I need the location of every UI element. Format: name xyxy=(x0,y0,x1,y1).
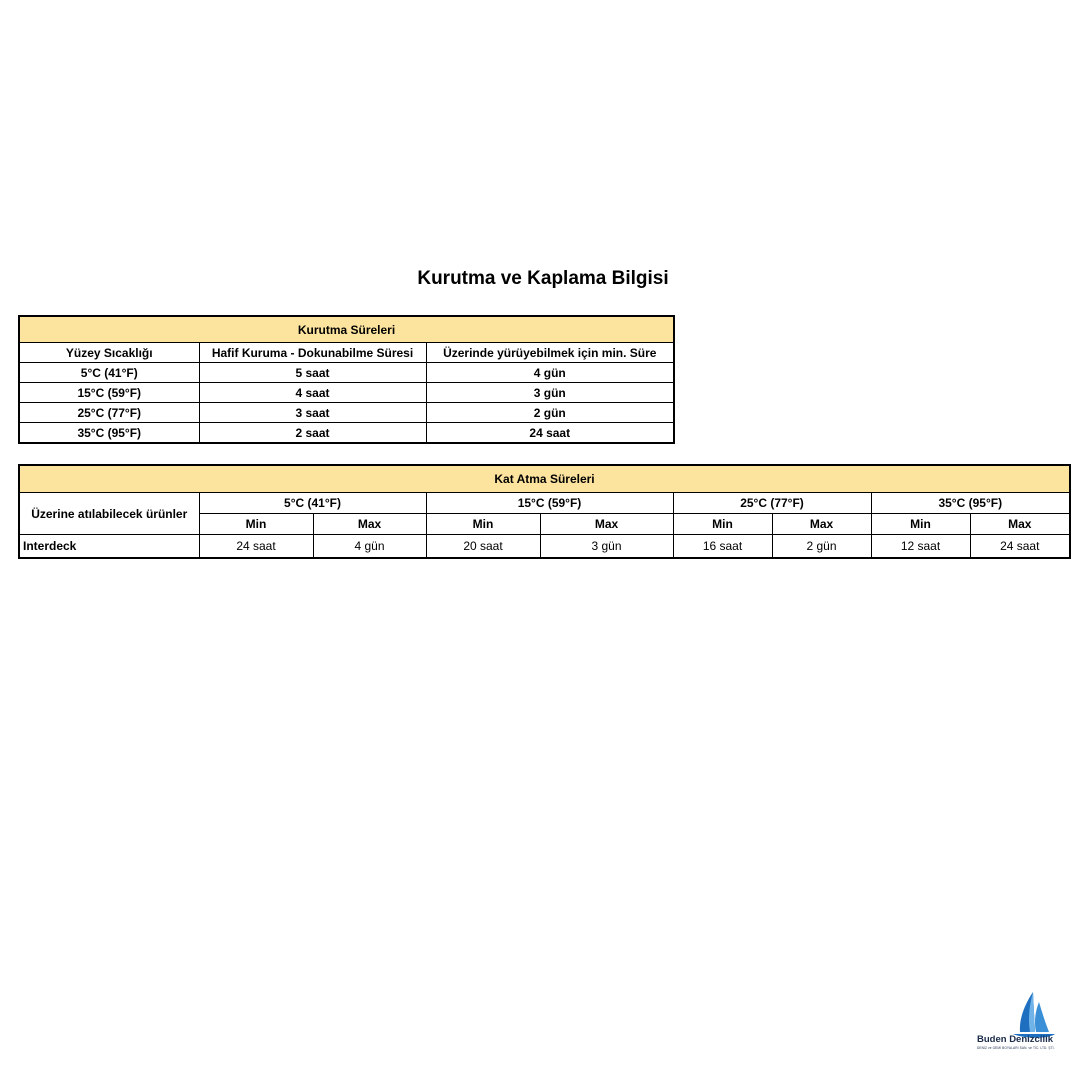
table-cell: 20 saat xyxy=(426,535,540,559)
table-cell: 3 saat xyxy=(199,403,426,423)
table-cell: 5 saat xyxy=(199,363,426,383)
logo-subtitle: DENİZ ve GEMİ BOYALARI SAN. ve TİC. LTD. ŞTİ. xyxy=(977,1046,1055,1050)
temperature-header: 35°C (95°F) xyxy=(871,493,1070,514)
table-cell: 2 gün xyxy=(426,403,674,423)
table-cell: 16 saat xyxy=(673,535,772,559)
table-row xyxy=(19,535,1070,559)
temperature-header: 5°C (41°F) xyxy=(199,493,426,514)
column-header: Üzerinde yürüyebilmek için min. Süre xyxy=(426,343,674,363)
column-header: Hafif Kuruma - Dokunabilme Süresi xyxy=(199,343,426,363)
table-cell: 2 saat xyxy=(199,423,426,444)
logo-name: Buden Denizcilik xyxy=(977,1034,1054,1045)
table-cell: 2 gün xyxy=(772,535,871,559)
max-header: Max xyxy=(970,514,1070,535)
min-header: Min xyxy=(673,514,772,535)
table-cell: 12 saat xyxy=(871,535,970,559)
recoat-times-table xyxy=(18,464,1071,559)
table-cell: 3 gün xyxy=(540,535,673,559)
table-cell: 24 saat xyxy=(426,423,674,444)
temperature-header: 15°C (59°F) xyxy=(426,493,673,514)
product-name: Interdeck xyxy=(19,535,199,559)
drying-header-row xyxy=(19,343,674,363)
table-cell: 4 saat xyxy=(199,383,426,403)
table-cell: 24 saat xyxy=(970,535,1070,559)
temperature-header-row xyxy=(19,493,1070,514)
table-row xyxy=(19,363,674,383)
column-header: Yüzey Sıcaklığı xyxy=(19,343,199,363)
table-row xyxy=(19,423,674,444)
table-cell: 3 gün xyxy=(426,383,674,403)
table-cell: 35°C (95°F) xyxy=(19,423,199,444)
table-row xyxy=(19,403,674,423)
table-cell: 4 gün xyxy=(313,535,426,559)
table-row xyxy=(19,383,674,403)
temperature-header: 25°C (77°F) xyxy=(673,493,871,514)
page-title: Kurutma ve Kaplama Bilgisi xyxy=(417,268,669,289)
table-cell: 24 saat xyxy=(199,535,313,559)
min-header: Min xyxy=(871,514,970,535)
max-header: Max xyxy=(313,514,426,535)
table-cell: 4 gün xyxy=(426,363,674,383)
max-header: Max xyxy=(772,514,871,535)
drying-table-title: Kurutma Süreleri xyxy=(19,316,674,343)
recoat-table-title: Kat Atma Süreleri xyxy=(19,465,1070,493)
table-cell: 5°C (41°F) xyxy=(19,363,199,383)
drying-times-table xyxy=(18,315,675,444)
table-cell: 15°C (59°F) xyxy=(19,383,199,403)
row-header: Üzerine atılabilecek ürünler xyxy=(19,493,199,535)
max-header: Max xyxy=(540,514,673,535)
table-cell: 25°C (77°F) xyxy=(19,403,199,423)
min-header: Min xyxy=(199,514,313,535)
min-header: Min xyxy=(426,514,540,535)
